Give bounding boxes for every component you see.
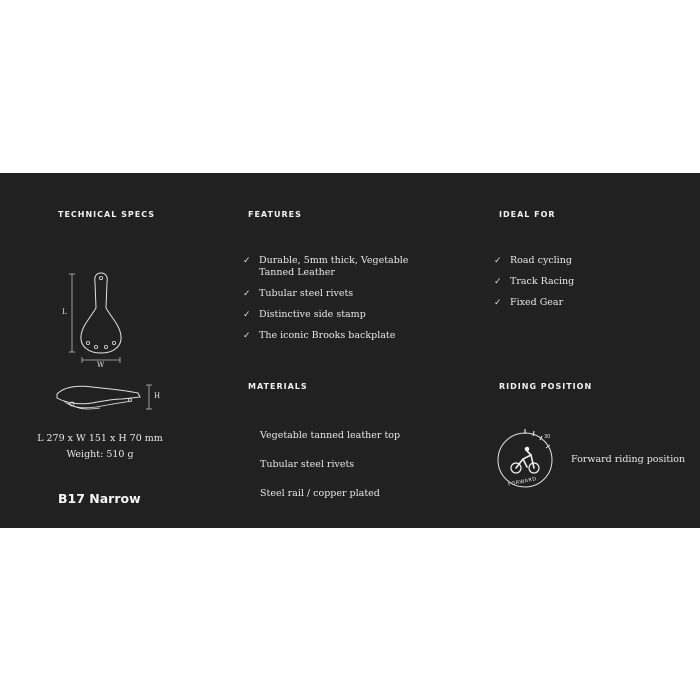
material-item: Vegetable tanned leather top	[260, 430, 401, 441]
materials-heading: MATERIALS	[248, 382, 308, 391]
saddle-top-view-icon	[60, 268, 140, 370]
list-item: ✓ Distinctive side stamp	[243, 309, 366, 320]
check-icon: ✓	[494, 277, 502, 287]
ideal-for-list	[494, 255, 674, 318]
list-item: ✓ Fixed Gear	[494, 297, 564, 308]
features-heading: FEATURES	[248, 210, 302, 219]
dimensions-text: L 279 x W 151 x H 70 mm	[37, 433, 163, 444]
check-icon: ✓	[494, 298, 502, 308]
product-spec-panel	[0, 173, 700, 528]
model-name: B17 Narrow	[58, 491, 141, 506]
riding-position-dial-icon	[496, 426, 558, 494]
dial-label: FORWARD	[507, 476, 538, 488]
check-icon: ✓	[243, 310, 251, 320]
width-label: W	[97, 361, 105, 369]
material-item: Steel rail / copper plated	[260, 488, 380, 499]
check-icon: ✓	[243, 331, 251, 341]
list-item: ✓ Road cycling	[494, 255, 572, 266]
check-icon: ✓	[243, 289, 251, 299]
riding-position-text: Forward riding position	[571, 454, 686, 465]
list-item: ✓ Durable, 5mm thick, Vegetable Tanned Leather	[243, 255, 409, 278]
weight-text: Weight: 510 g	[66, 449, 134, 460]
height-label: H	[154, 392, 161, 400]
check-icon: ✓	[243, 256, 251, 266]
list-item: ✓ Tubular steel rivets	[243, 288, 354, 299]
riding-position-heading: RIDING POSITION	[499, 382, 593, 391]
dial-value: 30	[544, 434, 551, 440]
saddle-side-view-icon	[52, 381, 162, 413]
features-list	[243, 255, 438, 351]
list-item: ✓ Track Racing	[494, 276, 575, 287]
material-item: Tubular steel rivets	[260, 459, 355, 470]
technical-specs-heading: TECHNICAL SPECS	[58, 210, 155, 219]
length-label: L	[62, 308, 67, 316]
check-icon: ✓	[494, 256, 502, 266]
list-item: ✓ The iconic Brooks backplate	[243, 330, 396, 341]
ideal-for-heading: IDEAL FOR	[499, 210, 556, 219]
